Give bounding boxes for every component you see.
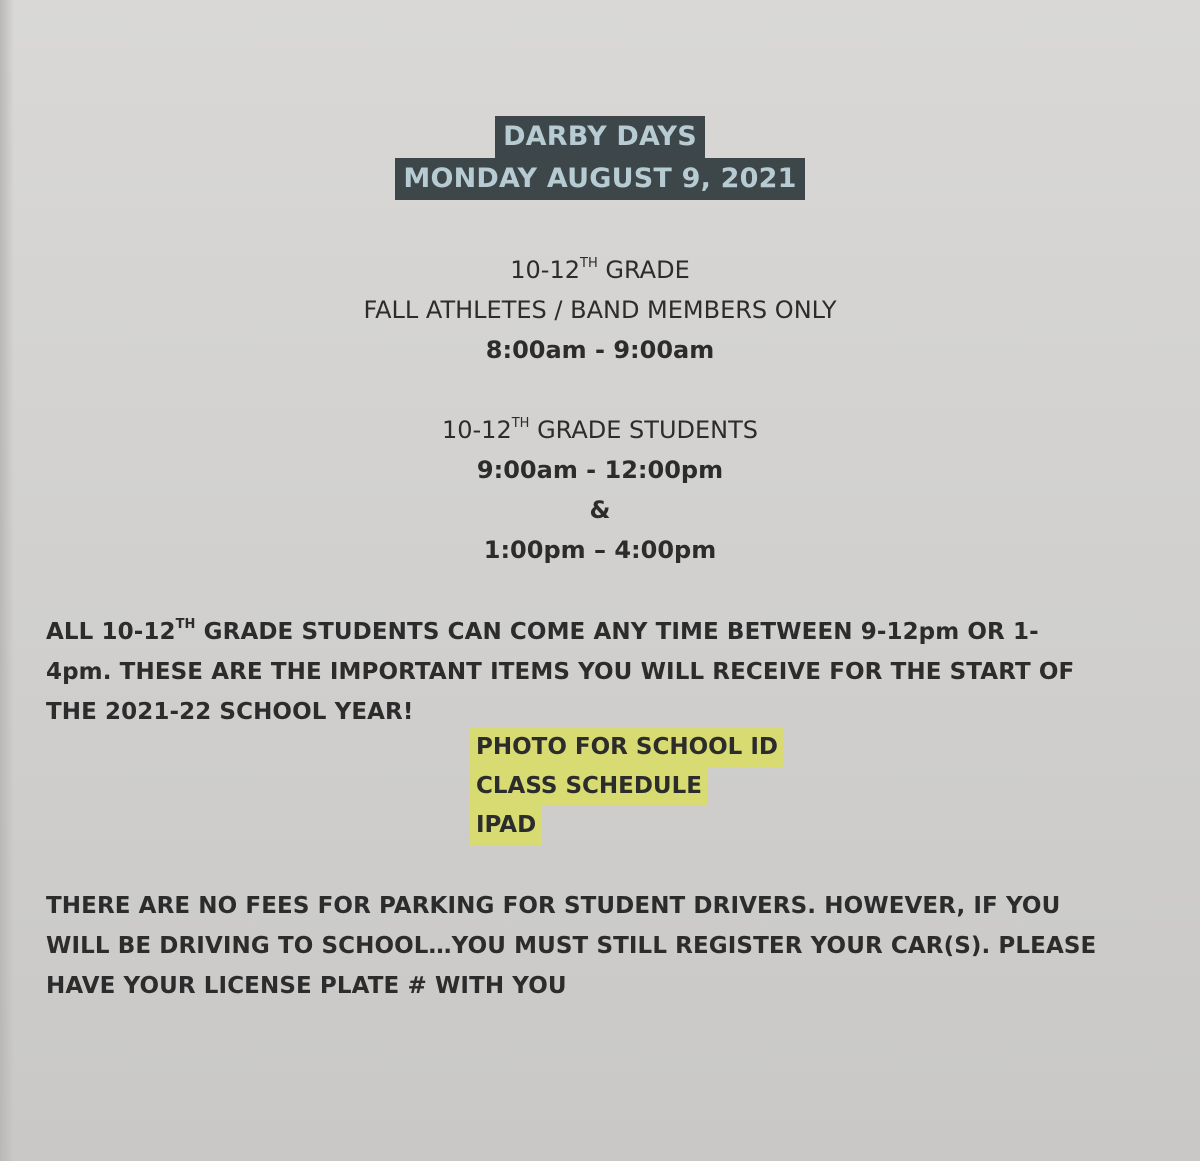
info-line-1: ALL 10-12TH GRADE STUDENTS CAN COME ANY TIME BETWEEN 9-12pm OR 1- [46,617,1039,645]
list-item: PHOTO FOR SCHOOL ID [470,728,784,767]
parking-line-2: WILL BE DRIVING TO SCHOOL…YOU MUST STILL REGISTER YOUR CAR(S). PLEASE [46,933,1097,959]
list-item: IPAD [470,806,542,845]
info-line-2: 4pm. THESE ARE THE IMPORTANT ITEMS YOU WILL RECEIVE FOR THE START OF [46,659,1075,685]
info-line-3: THE 2021-22 SCHOOL YEAR! [46,699,414,725]
parking-line-1: THERE ARE NO FEES FOR PARKING FOR STUDENT DRIVERS. HOWEVER, IF YOU [46,893,1061,919]
session1-time: 8:00am - 9:00am [485,336,715,364]
items-list [470,728,784,845]
session1-grade: 10-12TH GRADE [510,256,690,284]
session2-grade: 10-12TH GRADE STUDENTS [441,416,759,444]
flyer-title [0,116,1200,200]
parking-line-3: HAVE YOUR LICENSE PLATE # WITH YOU [46,973,567,999]
list-item: CLASS SCHEDULE [470,767,708,806]
session2-time2: 1:00pm – 4:00pm [483,536,717,564]
title-line-2: MONDAY AUGUST 9, 2021 [395,158,804,200]
session1-group: FALL ATHLETES / BAND MEMBERS ONLY [363,296,837,324]
session2-time1: 9:00am - 12:00pm [476,456,724,484]
info-paragraph [46,612,1156,732]
parking-paragraph [46,886,1156,1006]
title-line-1: DARBY DAYS [495,116,705,158]
session2-and: & [589,496,611,524]
